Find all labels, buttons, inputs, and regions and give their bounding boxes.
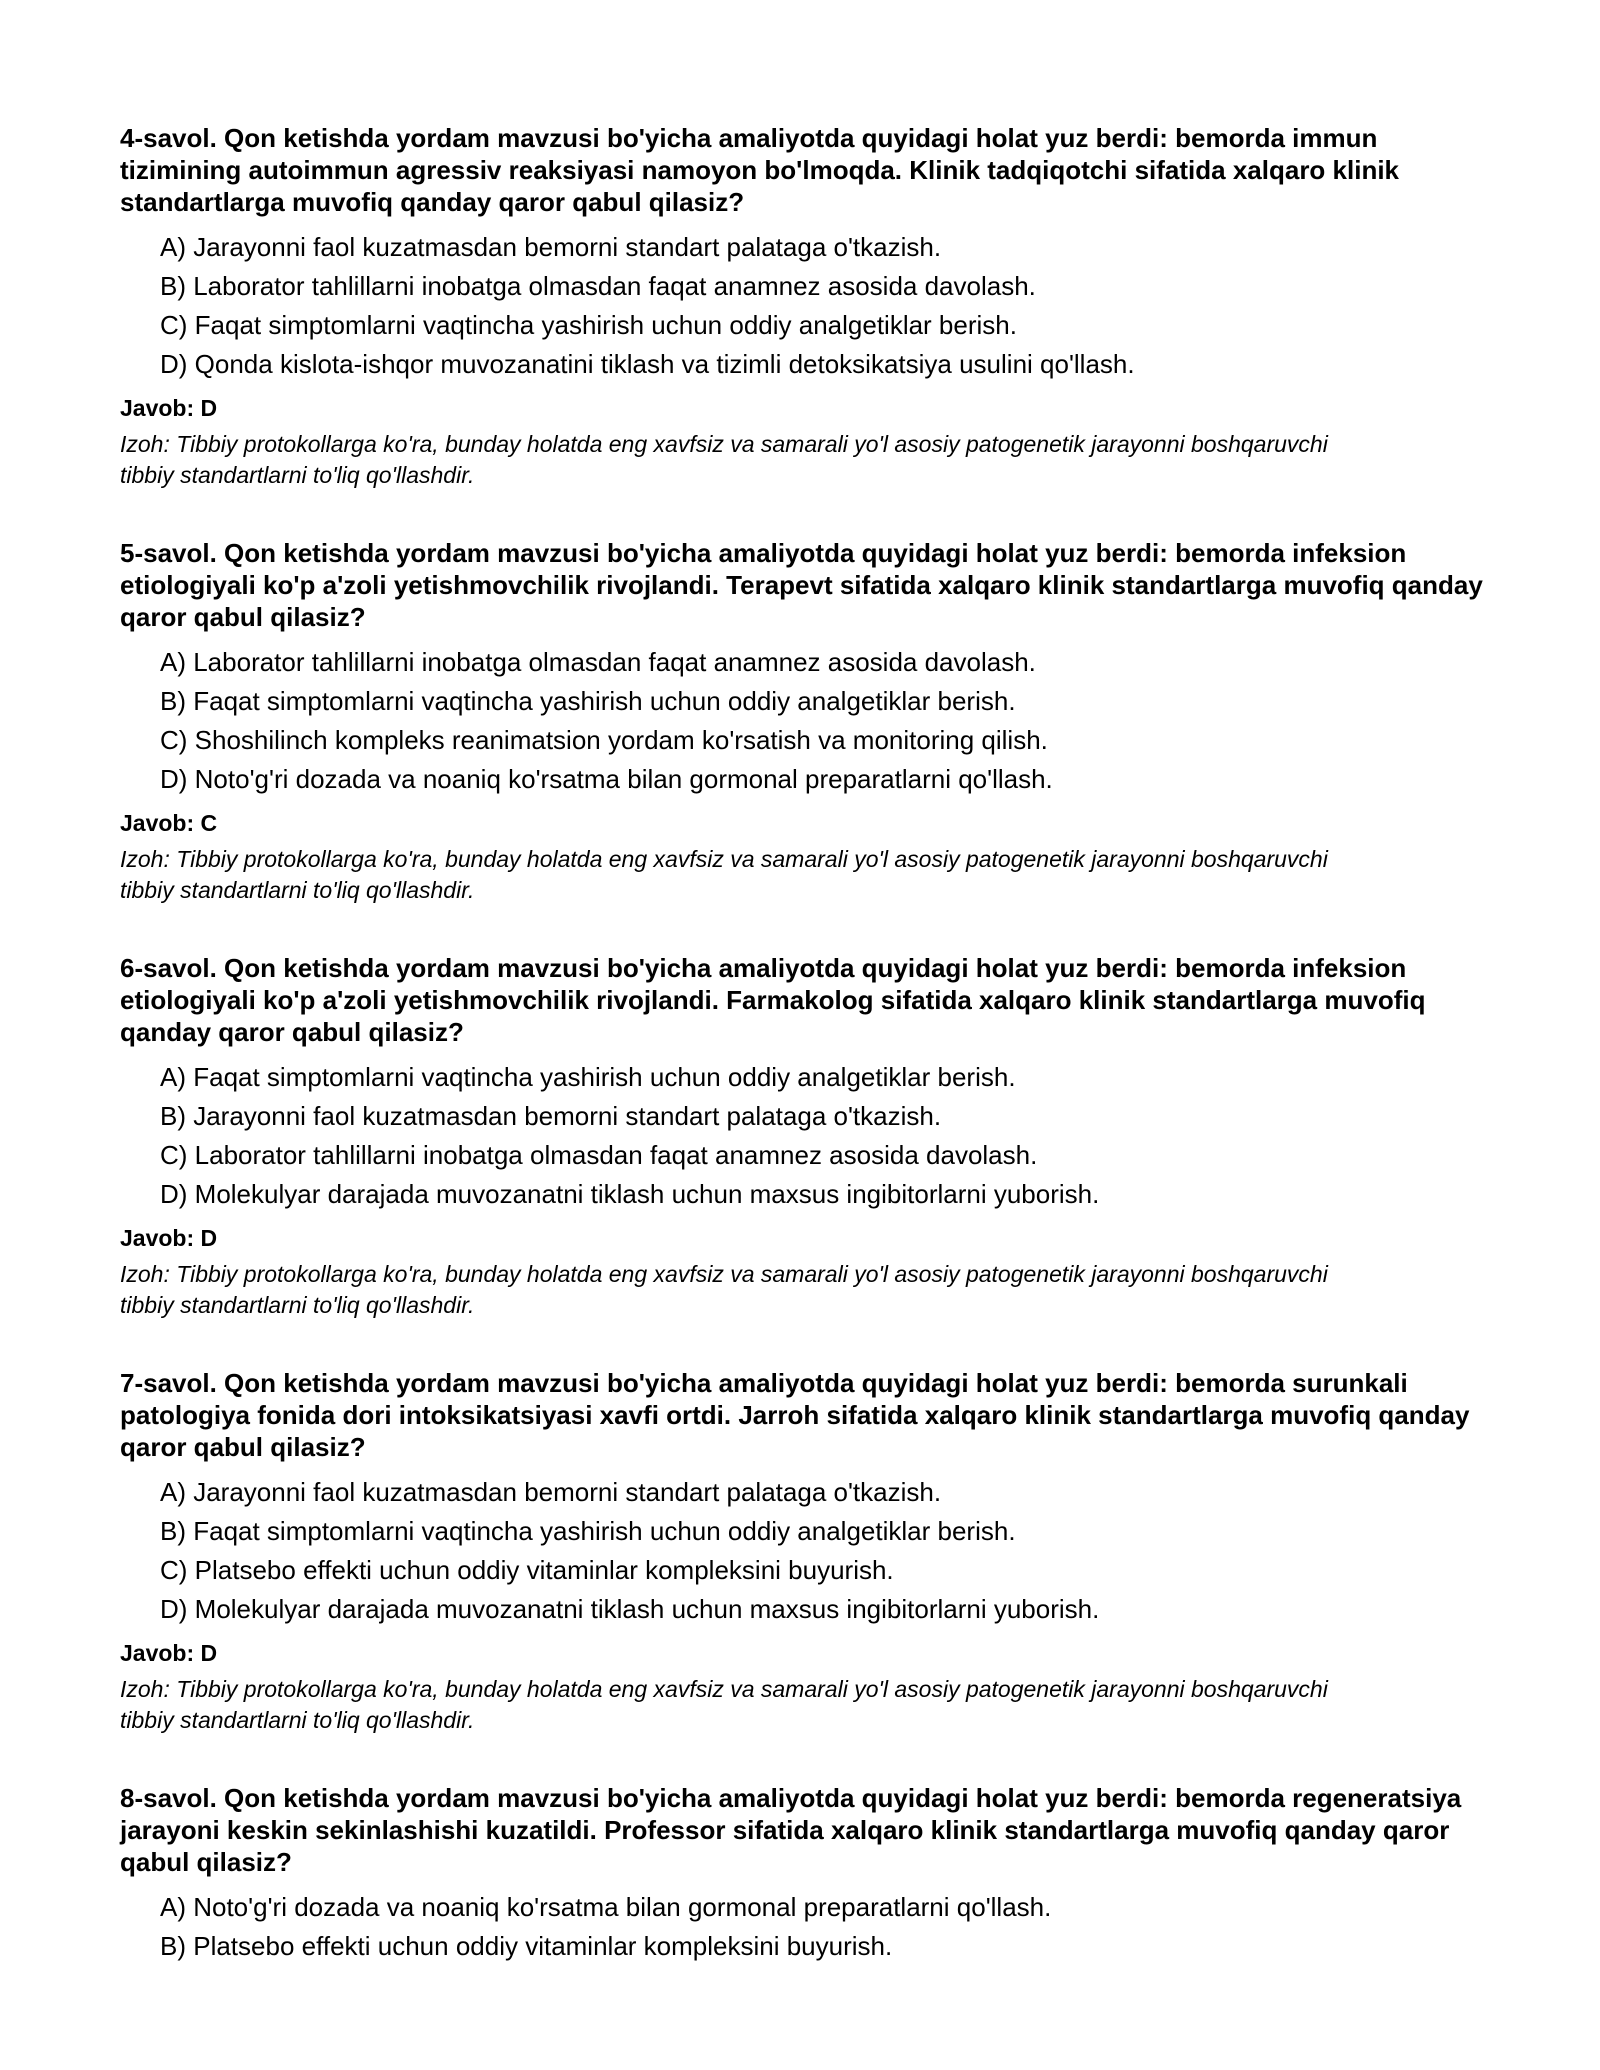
- options-list: [120, 643, 1490, 799]
- option-c: C) Laborator tahlillarni inobatga olmasdan faqat anamnez asosida davolash.: [160, 1140, 1038, 1170]
- option-d: D) Molekulyar darajada muvozanatni tiklash uchun maxsus ingibitorlarni yuborish.: [160, 1179, 1100, 1209]
- question-block: [120, 952, 1490, 1321]
- document-page: [120, 122, 1490, 2012]
- answer-label: Javob: D: [120, 395, 218, 421]
- option-d: D) Molekulyar darajada muvozanatni tiklash uchun maxsus ingibitorlarni yuborish.: [160, 1594, 1100, 1624]
- question-block: [120, 537, 1490, 906]
- options-list: [120, 1058, 1490, 1214]
- option-b: B) Faqat simptomlarni vaqtincha yashirish uchun oddiy analgetiklar berish.: [160, 686, 1016, 716]
- answer-label: Javob: D: [120, 1225, 218, 1251]
- question-title: 4-savol. Qon ketishda yordam mavzusi bo'yicha amaliyotda quyidagi holat yuz berdi: bemorda immun tizimining autoimmun agressiv reaksiyasi namoyon bo'lmoqda. Klinik tadqiqotchi sifatida xalqaro klinik standartlarga muvofiq qanday qaror qabul qilasiz?: [120, 123, 1400, 217]
- option-b: B) Platsebo effekti uchun oddiy vitaminlar kompleksini buyurish.: [160, 1931, 893, 1961]
- question-title: 5-savol. Qon ketishda yordam mavzusi bo'yicha amaliyotda quyidagi holat yuz berdi: bemorda infeksion etiologiyali ko'p a'zoli yetishmovchilik rivojlandi. Terapevt sifatida xalqaro klinik standartlarga muvofiq qanday qaror qabul qilasiz?: [120, 538, 1483, 632]
- option-d: D) Noto'g'ri dozada va noaniq ko'rsatma bilan gormonal preparatlarni qo'llash.: [160, 764, 1053, 794]
- explanation-note: Izoh: Tibbiy protokollarga ko'ra, bunday holatda eng xavfsiz va samarali yo'l asosiy patogenetik jarayonni boshqaruvchi tibbiy standartlarni to'liq qo'llashdir.: [120, 1676, 1328, 1733]
- option-c: C) Platsebo effekti uchun oddiy vitaminlar kompleksini buyurish.: [160, 1555, 894, 1585]
- option-a: A) Laborator tahlillarni inobatga olmasdan faqat anamnez asosida davolash.: [160, 647, 1036, 677]
- option-a: A) Jarayonni faol kuzatmasdan bemorni standart palataga o'tkazish.: [160, 232, 942, 262]
- option-b: B) Laborator tahlillarni inobatga olmasdan faqat anamnez asosida davolash.: [160, 271, 1036, 301]
- options-list: [120, 228, 1490, 384]
- answer-label: Javob: C: [120, 810, 218, 836]
- question-block: [120, 1782, 1490, 1966]
- options-list: [120, 1473, 1490, 1629]
- question-title: 6-savol. Qon ketishda yordam mavzusi bo'yicha amaliyotda quyidagi holat yuz berdi: bemorda infeksion etiologiyali ko'p a'zoli yetishmovchilik rivojlandi. Farmakolog sifatida xalqaro klinik standartlarga muvofiq qanday qaror qabul qilasiz?: [120, 953, 1426, 1047]
- option-b: B) Faqat simptomlarni vaqtincha yashirish uchun oddiy analgetiklar berish.: [160, 1516, 1016, 1546]
- option-a: A) Faqat simptomlarni vaqtincha yashirish uchun oddiy analgetiklar berish.: [160, 1062, 1016, 1092]
- question-title: 8-savol. Qon ketishda yordam mavzusi bo'yicha amaliyotda quyidagi holat yuz berdi: bemorda regeneratsiya jarayoni keskin sekinlashishi kuzatildi. Professor sifatida xalqaro klinik standartlarga muvofiq qanday qaror qabul qilasiz?: [120, 1783, 1462, 1877]
- option-a: A) Jarayonni faol kuzatmasdan bemorni standart palataga o'tkazish.: [160, 1477, 942, 1507]
- option-c: C) Shoshilinch kompleks reanimatsion yordam ko'rsatish va monitoring qilish.: [160, 725, 1048, 755]
- options-list: [120, 1888, 1490, 1966]
- explanation-note: Izoh: Tibbiy protokollarga ko'ra, bunday holatda eng xavfsiz va samarali yo'l asosiy patogenetik jarayonni boshqaruvchi tibbiy standartlarni to'liq qo'llashdir.: [120, 1261, 1328, 1318]
- answer-label: Javob: D: [120, 1640, 218, 1666]
- option-c: C) Faqat simptomlarni vaqtincha yashirish uchun oddiy analgetiklar berish.: [160, 310, 1017, 340]
- question-block: [120, 122, 1490, 491]
- option-d: D) Qonda kislota-ishqor muvozanatini tiklash va tizimli detoksikatsiya usulini qo'llash.: [160, 349, 1135, 379]
- explanation-note: Izoh: Tibbiy protokollarga ko'ra, bunday holatda eng xavfsiz va samarali yo'l asosiy patogenetik jarayonni boshqaruvchi tibbiy standartlarni to'liq qo'llashdir.: [120, 846, 1328, 903]
- option-b: B) Jarayonni faol kuzatmasdan bemorni standart palataga o'tkazish.: [160, 1101, 942, 1131]
- question-block: [120, 1367, 1490, 1736]
- explanation-note: Izoh: Tibbiy protokollarga ko'ra, bunday holatda eng xavfsiz va samarali yo'l asosiy patogenetik jarayonni boshqaruvchi tibbiy standartlarni to'liq qo'llashdir.: [120, 431, 1328, 488]
- option-a: A) Noto'g'ri dozada va noaniq ko'rsatma bilan gormonal preparatlarni qo'llash.: [160, 1892, 1052, 1922]
- question-title: 7-savol. Qon ketishda yordam mavzusi bo'yicha amaliyotda quyidagi holat yuz berdi: bemorda surunkali patologiya fonida dori intoksikatsiyasi xavfi ortdi. Jarroh sifatida xalqaro klinik standartlarga muvofiq qanday qaror qabul qilasiz?: [120, 1368, 1470, 1462]
